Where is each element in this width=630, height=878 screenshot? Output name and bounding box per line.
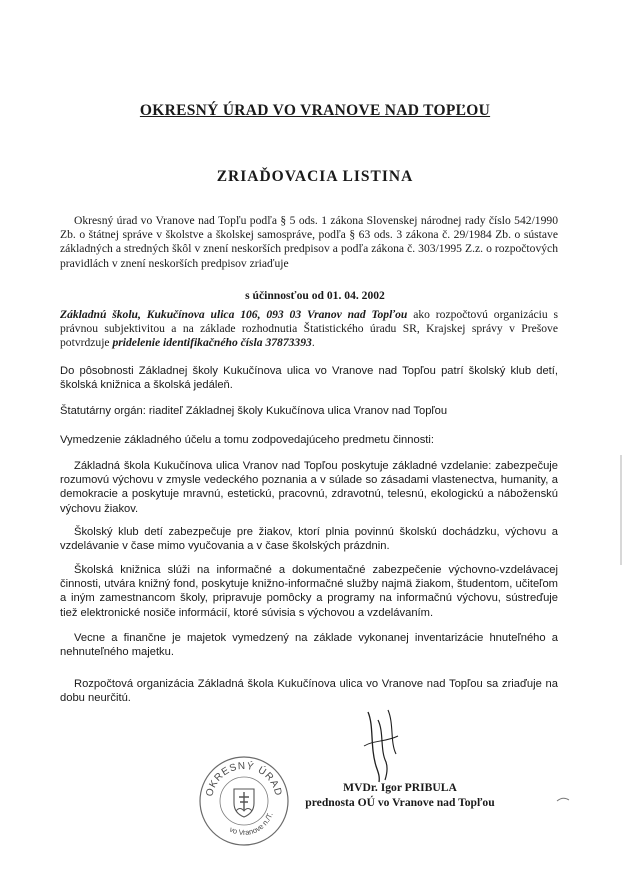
purpose-club-paragraph: Školský klub detí zabezpečuje pre žiakov, ktorí plnia povinnú školskú dochádzku, výchovu a vzdelávanie v čase mimo vyučovania a v čase školských prázdnin. <box>60 526 558 553</box>
purpose-heading: Vymedzenie základného účelu a tomu zodpovedajúceho predmetu činnosti: <box>60 434 434 446</box>
signature-block <box>270 780 530 810</box>
id-assignment: pridelenie identifikačného čísla 37873393 <box>112 336 312 350</box>
scope-paragraph: Do pôsobnosti Základnej školy Kukučínova ulica vo Vranove nad Topľou patrí školský klub detí, školská knižnica a školská jedáleň. <box>60 365 558 392</box>
school-name: Základnú školu, Kukučínova ulica 106, 093 03 Vranov nad Topľou <box>60 308 408 321</box>
coat-of-arms-icon <box>234 789 254 817</box>
stamp-text-bottom: vo Vranove n./T. <box>228 811 275 838</box>
establishment-text-2: . <box>311 336 315 350</box>
document-title: ZRIAĎOVACIA LISTINA <box>216 168 414 185</box>
signatory-name: MVDr. Igor PRIBULA <box>343 781 457 794</box>
purpose-library-paragraph: Školská knižnica slúži na informačné a dokumentačné zabezpečenie výchovno-vzdelávacej činnosti, utvára knižný fond, poskytuje knižno-informačné služby najmä žiakom, študentom, učiteľom a iným zamestnancom školy, pripravuje pomôcky a programy na informačnú výchovu, sústreďuje tiež elektronické nosiče informácií, ktoré súvisia s výchovou a vzdelávaním. <box>60 564 558 619</box>
duration-paragraph: Rozpočtová organizácia Základná škola Kukučínova ulica vo Vranove nad Topľou sa zriaďuje na dobu neurčitú. <box>60 678 558 705</box>
stamp-text-top: OKRESNÝ ÚRAD <box>204 760 284 798</box>
property-paragraph: Vecne a finančne je majetok vymedzený na základe vykonanej inventarizácie hnuteľného a nehnuteľného majetku. <box>60 632 558 659</box>
scan-mark <box>556 796 570 802</box>
statutory-body: Štatutárny orgán: riaditeľ Základnej školy Kukučínova ulica Vranov nad Topľou <box>60 405 448 417</box>
scan-artifact <box>620 455 622 565</box>
effective-date: s účinnosťou od 01. 04. 2002 <box>245 289 385 302</box>
purpose-school-paragraph: Základná škola Kukučínova ulica Vranov nad Topľou poskytuje základné vzdelanie: zabezpečuje rozumovú výchovu v zmysle vedeckého poznania a v súlade so zásadami vlastenectva, humanity, a demokracie a poskytuje mravnú, estetickú, pracovnú, zdravotnú, telesnú, ekologickú a náboženskú výchovu žiakov. <box>60 460 558 515</box>
establishment-text-1: ako rozpočtovú organizáciu s právnou subjektivitou a na základe rozhodnutia Štatistického úradu SR, Krajskej správy v Prešove potvrdzuje <box>60 308 558 350</box>
office-header: OKRESNÝ ÚRAD VO VRANOVE NAD TOPĽOU <box>139 102 491 119</box>
establishment-paragraph <box>60 308 558 351</box>
signatory-role: prednosta OÚ vo Vranove nad Topľou <box>305 796 495 809</box>
handwritten-signature <box>360 706 404 786</box>
intro-paragraph: Okresný úrad vo Vranove nad Topľu podľa § 5 ods. 1 zákona Slovenskej národnej rady číslo 542/1990 Zb. o štátnej správe v školstve a školskej samospráve, podľa § 63 ods. 3 zákona č. 29/1984 Zb. o sústave základných a stredných škôl v znení neskorších predpisov a podľa zákona č. 303/1995 Z.z. o rozpočtových pravidlách v znení neskorších predpisov zriaďuje <box>60 214 558 270</box>
